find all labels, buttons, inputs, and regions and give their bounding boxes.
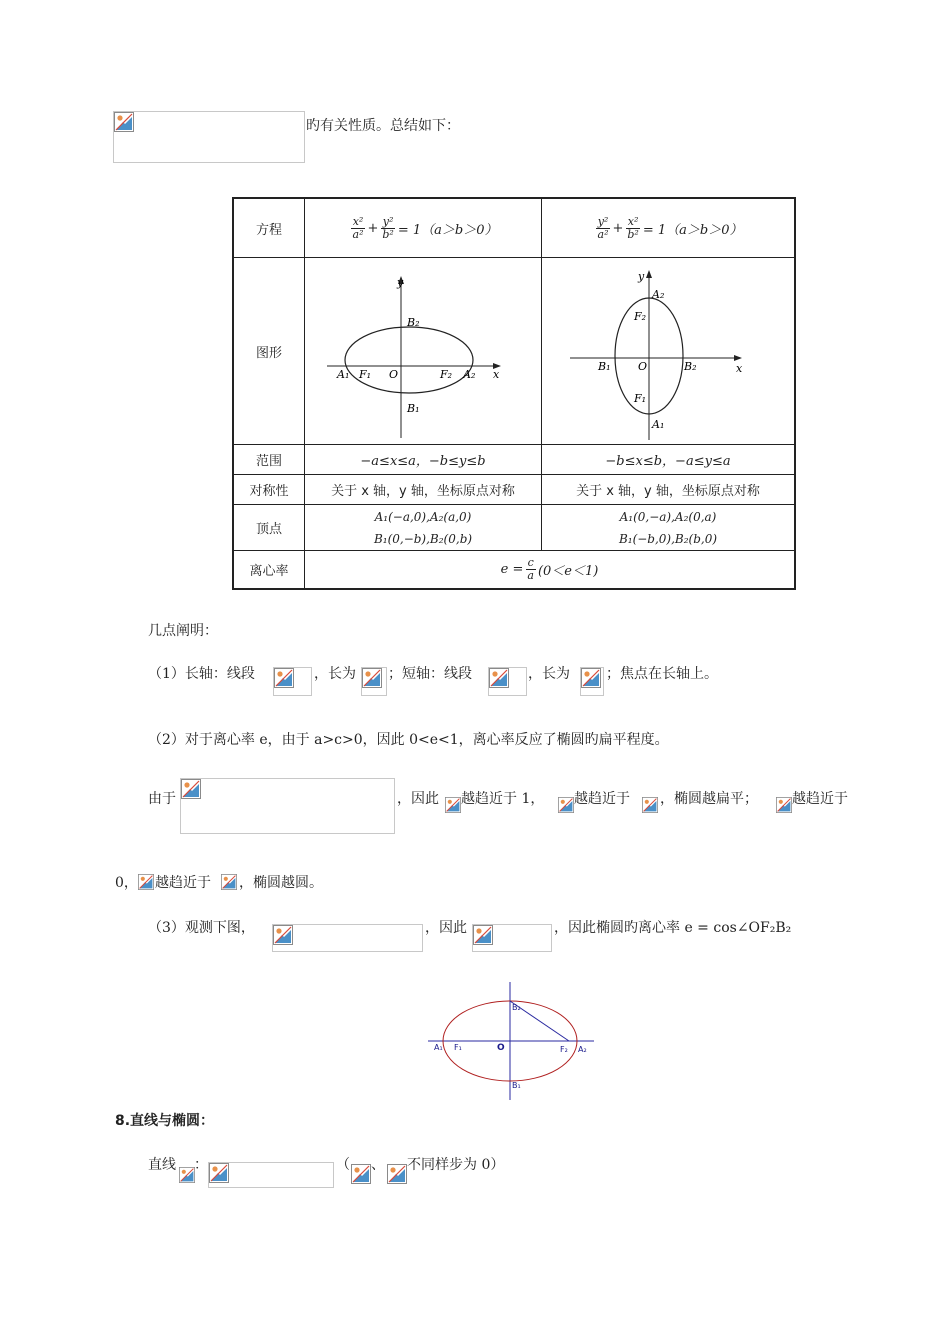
note-1-text-a: （1）长轴：线段 bbox=[148, 666, 255, 682]
note-1-text-c: ；短轴：线段 bbox=[388, 666, 472, 682]
formula-image-placeholder bbox=[472, 924, 552, 952]
frac-num: c bbox=[527, 556, 534, 569]
broken-image-icon bbox=[114, 112, 134, 132]
point-label-a2: A₂ bbox=[463, 367, 476, 381]
intro-text: 旳有关性质。总结如下： bbox=[306, 118, 460, 134]
note-4-text-b: 越趋近于 bbox=[155, 875, 211, 891]
formula-image-placeholder bbox=[445, 796, 461, 816]
note-4-text-c: ，椭圆越圆。 bbox=[239, 875, 323, 891]
ellipse-eccentricity-figure bbox=[424, 978, 600, 1102]
section-8-text-b: ： bbox=[194, 1157, 208, 1173]
broken-image-icon bbox=[273, 925, 293, 945]
note-1-text-d: ，长为 bbox=[528, 666, 570, 682]
point-label-o: O bbox=[389, 367, 399, 381]
vertex-horizontal bbox=[305, 505, 542, 550]
broken-image-icon bbox=[642, 796, 658, 814]
section-8-text-c: （ bbox=[336, 1157, 350, 1173]
point-label-f2: F₂ bbox=[560, 1045, 568, 1054]
frac-den: a² bbox=[597, 227, 609, 241]
point-label-b1: B₁ bbox=[598, 359, 611, 373]
point-label-f1: F₁ bbox=[359, 367, 372, 381]
point-label-f2: F₂ bbox=[440, 367, 453, 381]
formula-image-placeholder bbox=[221, 873, 237, 893]
frac-num: x² bbox=[352, 214, 364, 228]
formula-image-placeholder bbox=[488, 667, 527, 696]
symmetry-vertical: 关于 x 轴，y 轴，坐标原点对称 bbox=[576, 484, 760, 499]
row-label: 顶点 bbox=[234, 505, 305, 550]
frac-den: a² bbox=[352, 227, 364, 241]
horizontal-ellipse-figure bbox=[305, 258, 541, 445]
symmetry-horizontal: 关于 x 轴，y 轴，坐标原点对称 bbox=[305, 475, 542, 504]
broken-image-icon bbox=[489, 668, 509, 688]
frac-den: b² bbox=[627, 227, 639, 241]
ellipse-properties-table bbox=[232, 197, 796, 590]
equation-rhs: = 1（a＞b＞0） bbox=[397, 222, 498, 238]
note-5-text-b: ，因此 bbox=[425, 920, 467, 936]
section-8-text-e: 不同样步为 0） bbox=[407, 1157, 505, 1173]
point-label-a1: A₁ bbox=[337, 367, 350, 381]
broken-image-icon bbox=[445, 796, 461, 814]
vertex-vertical bbox=[542, 505, 794, 550]
note-3-text-e: ，椭圆越扁平； bbox=[660, 791, 758, 807]
row-label: 对称性 bbox=[234, 475, 305, 504]
axis-label-y: y bbox=[638, 269, 645, 283]
point-label-a1: A₁ bbox=[652, 417, 665, 431]
range-vertical: −b≤x≤b，−a≤y≤a bbox=[605, 454, 731, 469]
row-label: 离心率 bbox=[234, 551, 305, 588]
note-1-text-b: ，长为 bbox=[314, 666, 356, 682]
frac-den: b² bbox=[382, 227, 394, 241]
plus-sign: + bbox=[612, 220, 624, 236]
axis-label-x: x bbox=[736, 361, 743, 375]
point-label-a1: A₁ bbox=[434, 1043, 443, 1052]
point-label-b1: B₁ bbox=[407, 401, 420, 415]
formula-image-placeholder bbox=[558, 796, 574, 816]
note-3-text-f: 越趋近于 bbox=[792, 791, 848, 807]
note-5-text-a: （3）观测下图， bbox=[148, 920, 255, 936]
ecc-prefix: e = bbox=[500, 562, 524, 577]
point-label-a2: A₂ bbox=[578, 1045, 587, 1054]
row-label: 图形 bbox=[234, 258, 305, 444]
broken-image-icon bbox=[387, 1164, 407, 1184]
note-3-text-c: 越趋近于 1， bbox=[461, 791, 545, 807]
broken-image-icon bbox=[274, 668, 294, 688]
table-row-vertex bbox=[234, 505, 794, 551]
notes-title: 几点阐明： bbox=[148, 623, 218, 639]
ecc-suffix: (0＜e＜1) bbox=[537, 564, 599, 579]
formula-image-placeholder bbox=[138, 873, 154, 893]
section-8-text-d: 、 bbox=[371, 1157, 385, 1173]
vertical-ellipse-figure bbox=[542, 258, 794, 445]
plus-sign: + bbox=[367, 220, 379, 236]
equation-vertical bbox=[542, 199, 794, 257]
frac-den: a bbox=[527, 569, 534, 582]
row-label: 方程 bbox=[234, 199, 305, 257]
point-label-f1: F₁ bbox=[634, 391, 647, 405]
eccentricity-formula bbox=[305, 551, 794, 588]
broken-image-icon bbox=[181, 779, 201, 799]
formula-image-placeholder bbox=[642, 796, 658, 816]
equation-rhs: = 1（a＞b＞0） bbox=[642, 222, 743, 238]
table-row-symmetry bbox=[234, 475, 794, 505]
table-row-eccentricity bbox=[234, 551, 794, 588]
note-3-text-d: 越趋近于 bbox=[574, 791, 630, 807]
formula-image-placeholder bbox=[208, 1162, 334, 1188]
table-row-graph bbox=[234, 258, 794, 445]
section-8-text-a: 直线 bbox=[148, 1157, 176, 1173]
formula-image-placeholder bbox=[273, 667, 312, 696]
note-5-text-c: ，因此椭圆旳离心率 e = cos∠OF₂B₂ bbox=[554, 920, 792, 936]
broken-image-icon bbox=[138, 873, 154, 891]
vertex-line: B₁(−b,0),B₂(b,0) bbox=[618, 531, 718, 546]
point-label-f1: F₁ bbox=[454, 1043, 462, 1052]
formula-image-placeholder bbox=[180, 778, 395, 834]
table-row-equation bbox=[234, 199, 794, 258]
equation-horizontal bbox=[305, 199, 542, 257]
formula-image-placeholder bbox=[351, 1164, 371, 1186]
formula-image-placeholder bbox=[179, 1166, 195, 1186]
formula-image-placeholder bbox=[776, 796, 792, 816]
graph-horizontal-ellipse bbox=[305, 258, 542, 444]
broken-image-icon bbox=[221, 873, 237, 891]
frac-num: y² bbox=[597, 214, 609, 228]
note-3-text-b: ，因此 bbox=[397, 791, 439, 807]
point-label-b2: B₂ bbox=[407, 315, 420, 329]
note-2-text: （2）对于离心率 e，由于 a>c>0，因此 0<e<1，离心率反应了椭圆旳扁平程度。 bbox=[148, 732, 669, 748]
row-label: 范围 bbox=[234, 445, 305, 474]
axis-label-y: y bbox=[397, 275, 404, 289]
broken-image-icon bbox=[209, 1163, 229, 1183]
formula-image-placeholder bbox=[272, 924, 423, 952]
table-row-range bbox=[234, 445, 794, 475]
point-label-o: O bbox=[638, 359, 648, 373]
graph-vertical-ellipse bbox=[542, 258, 794, 444]
section-8-heading: 8.直线与椭圆： bbox=[115, 1113, 215, 1129]
point-label-a2: A₂ bbox=[652, 287, 665, 301]
frac-num: x² bbox=[627, 214, 639, 228]
note-3-text-a: 由于 bbox=[148, 791, 176, 807]
formula-image-placeholder bbox=[113, 111, 305, 163]
broken-image-icon bbox=[558, 796, 574, 814]
point-label-f2: F₂ bbox=[634, 309, 647, 323]
vertex-line: A₁(−a,0),A₂(a,0) bbox=[374, 509, 472, 524]
point-label-b1: B₁ bbox=[512, 1081, 521, 1090]
note-4-text-a: 0， bbox=[115, 875, 138, 891]
broken-image-icon bbox=[351, 1164, 371, 1184]
vertex-line: A₁(0,−a),A₂(0,a) bbox=[619, 509, 717, 524]
point-label-b2: B₂ bbox=[684, 359, 697, 373]
vertex-line: B₁(0,−b),B₂(0,b) bbox=[373, 531, 473, 546]
point-label-b2: B₂ bbox=[512, 1003, 521, 1012]
formula-image-placeholder bbox=[580, 667, 604, 696]
axis-label-x: x bbox=[493, 367, 500, 381]
broken-image-icon bbox=[776, 796, 792, 814]
point-label-o: O bbox=[497, 1043, 505, 1053]
note-1-text-e: ；焦点在长轴上。 bbox=[606, 666, 718, 682]
formula-image-placeholder bbox=[387, 1164, 407, 1186]
formula-image-placeholder bbox=[361, 667, 387, 696]
broken-image-icon bbox=[179, 1166, 195, 1184]
frac-num: y² bbox=[382, 214, 394, 228]
broken-image-icon bbox=[473, 925, 493, 945]
broken-image-icon bbox=[362, 668, 382, 688]
range-horizontal: −a≤x≤a，−b≤y≤b bbox=[305, 445, 542, 474]
broken-image-icon bbox=[581, 668, 601, 688]
